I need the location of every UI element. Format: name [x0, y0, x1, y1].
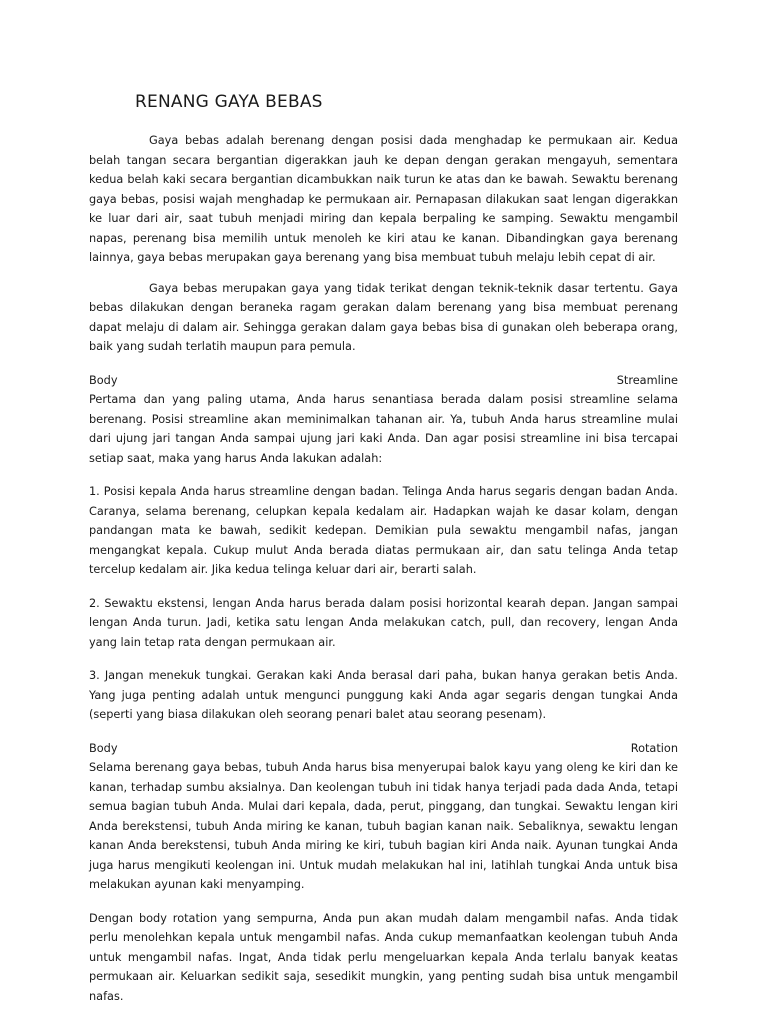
intro-paragraph-1: Gaya bebas adalah berenang dengan posisi dada menghadap ke permukaan air. Kedua belah tangan secara bergantian digerakkan jauh ke depan dengan gerakan mengayuh, sementara kedua belah kaki secara bergantian dicambukkan naik turun ke atas dan ke bawah. Sewaktu berenang gaya bebas, posisi wajah menghadap ke permukaan air. Pernapasan dilakukan saat lengan digerakkan ke luar dari air, saat tubuh menjadi miring dan kepala berpaling ke samping. Sewaktu mengambil napas, perenang bisa memilih untuk menoleh ke kiri atau ke kanan. Dibandingkan gaya berenang lainnya, gaya bebas merupakan gaya berenang yang bisa membuat tubuh melaju lebih cepat di air.	[89, 134, 678, 264]
document-body	[89, 131, 678, 1020]
section-heading-left: Body	[89, 741, 118, 755]
streamline-intro: Pertama dan yang paling utama, Anda harus senantiasa berada dalam posisi streamline selama berenang. Posisi streamline akan meminimalkan tahanan air. Ya, tubuh Anda harus streamline mulai dari ujung jari tangan Anda sampai ujung jari kaki Anda. Dan agar posisi streamline ini bisa tercapai setiap saat, maka yang harus Anda lakukan adalah:	[89, 393, 678, 465]
rotation-paragraph-1: Selama berenang gaya bebas, tubuh Anda harus bisa menyerupai balok kayu yang oleng ke kiri dan ke kanan, terhadap sumbu aksialnya. Dan keolengan tubuh ini tidak hanya terjadi pada dada Anda, tetapi semua bagian tubuh Anda. Mulai dari kepala, dada, perut, pinggang, dan tungkai. Sewaktu lengan kiri Anda berekstensi, tubuh Anda miring ke kanan, tubuh bagian kanan naik. Sebaliknya, sewaktu lengan kanan Anda berekstensi, tubuh Anda miring ke kiri, tubuh bagian kiri Anda naik. Ayunan tungkai Anda juga harus mengikuti keolengan ini. Untuk mudah melakukan hal ini, latihlah tungkai Anda untuk bisa melakukan ayunan kaki menyamping.	[89, 761, 678, 891]
section-heading-right: Rotation	[630, 741, 678, 755]
section-heading-streamline	[89, 371, 678, 391]
intro-paragraph-2: Gaya bebas merupakan gaya yang tidak terikat dengan teknik-teknik dasar tertentu. Gaya bebas dilakukan dengan beraneka ragam gerakan dalam berenang yang bisa membuat perenang dapat melaju di dalam air. Sehingga gerakan dalam gaya bebas bisa di gunakan oleh beberapa orang, baik yang sudah terlatih maupun para pemula.	[89, 281, 678, 353]
document-title: RENANG GAYA BEBAS	[135, 92, 323, 112]
streamline-item-2: 2. Sewaktu ekstensi, lengan Anda harus berada dalam posisi horizontal kearah depan. Jangan sampai lengan Anda turun. Jadi, ketika satu lengan Anda melakukan catch, pull, dan recovery, lengan Anda yang lain tetap rata dengan permukaan air.	[89, 596, 678, 649]
streamline-item-1: 1. Posisi kepala Anda harus streamline dengan badan. Telinga Anda harus segaris dengan badan Anda. Caranya, selama berenang, celupkan kepala kedalam air. Hadapkan wajah ke dasar kolam, dengan pandangan mata ke bawah, sedikit kedepan. Demikian pula sewaktu mengambil nafas, jangan mengangkat kepala. Cukup mulut Anda berada diatas permukaan air, dan satu telinga Anda tetap tercelup kedalam air. Jika kedua telinga keluar dari air, berarti salah.	[89, 485, 678, 576]
section-heading-left: Body	[89, 373, 118, 387]
streamline-item-3: 3. Jangan menekuk tungkai. Gerakan kaki Anda berasal dari paha, bukan hanya gerakan betis Anda. Yang juga penting adalah untuk mengunci punggung kaki Anda agar segaris dengan tungkai Anda (seperti yang biasa dilakukan oleh seorang penari balet atau seorang pesenam).	[89, 669, 678, 721]
rotation-paragraph-2: Dengan body rotation yang sempurna, Anda pun akan mudah dalam mengambil nafas. Anda tidak perlu menolehkan kepala untuk mengambil nafas. Anda cukup memanfaatkan keolengan tubuh Anda untuk mengambil nafas. Ingat, Anda tidak perlu mengeluarkan kepala Anda terlalu banyak keatas permukaan air. Keluarkan sedikit saja, sesedikit mungkin, yang penting sudah bisa untuk mengambil nafas.	[89, 911, 678, 1003]
section-heading-rotation	[89, 739, 678, 759]
section-heading-right: Streamline	[616, 373, 678, 387]
